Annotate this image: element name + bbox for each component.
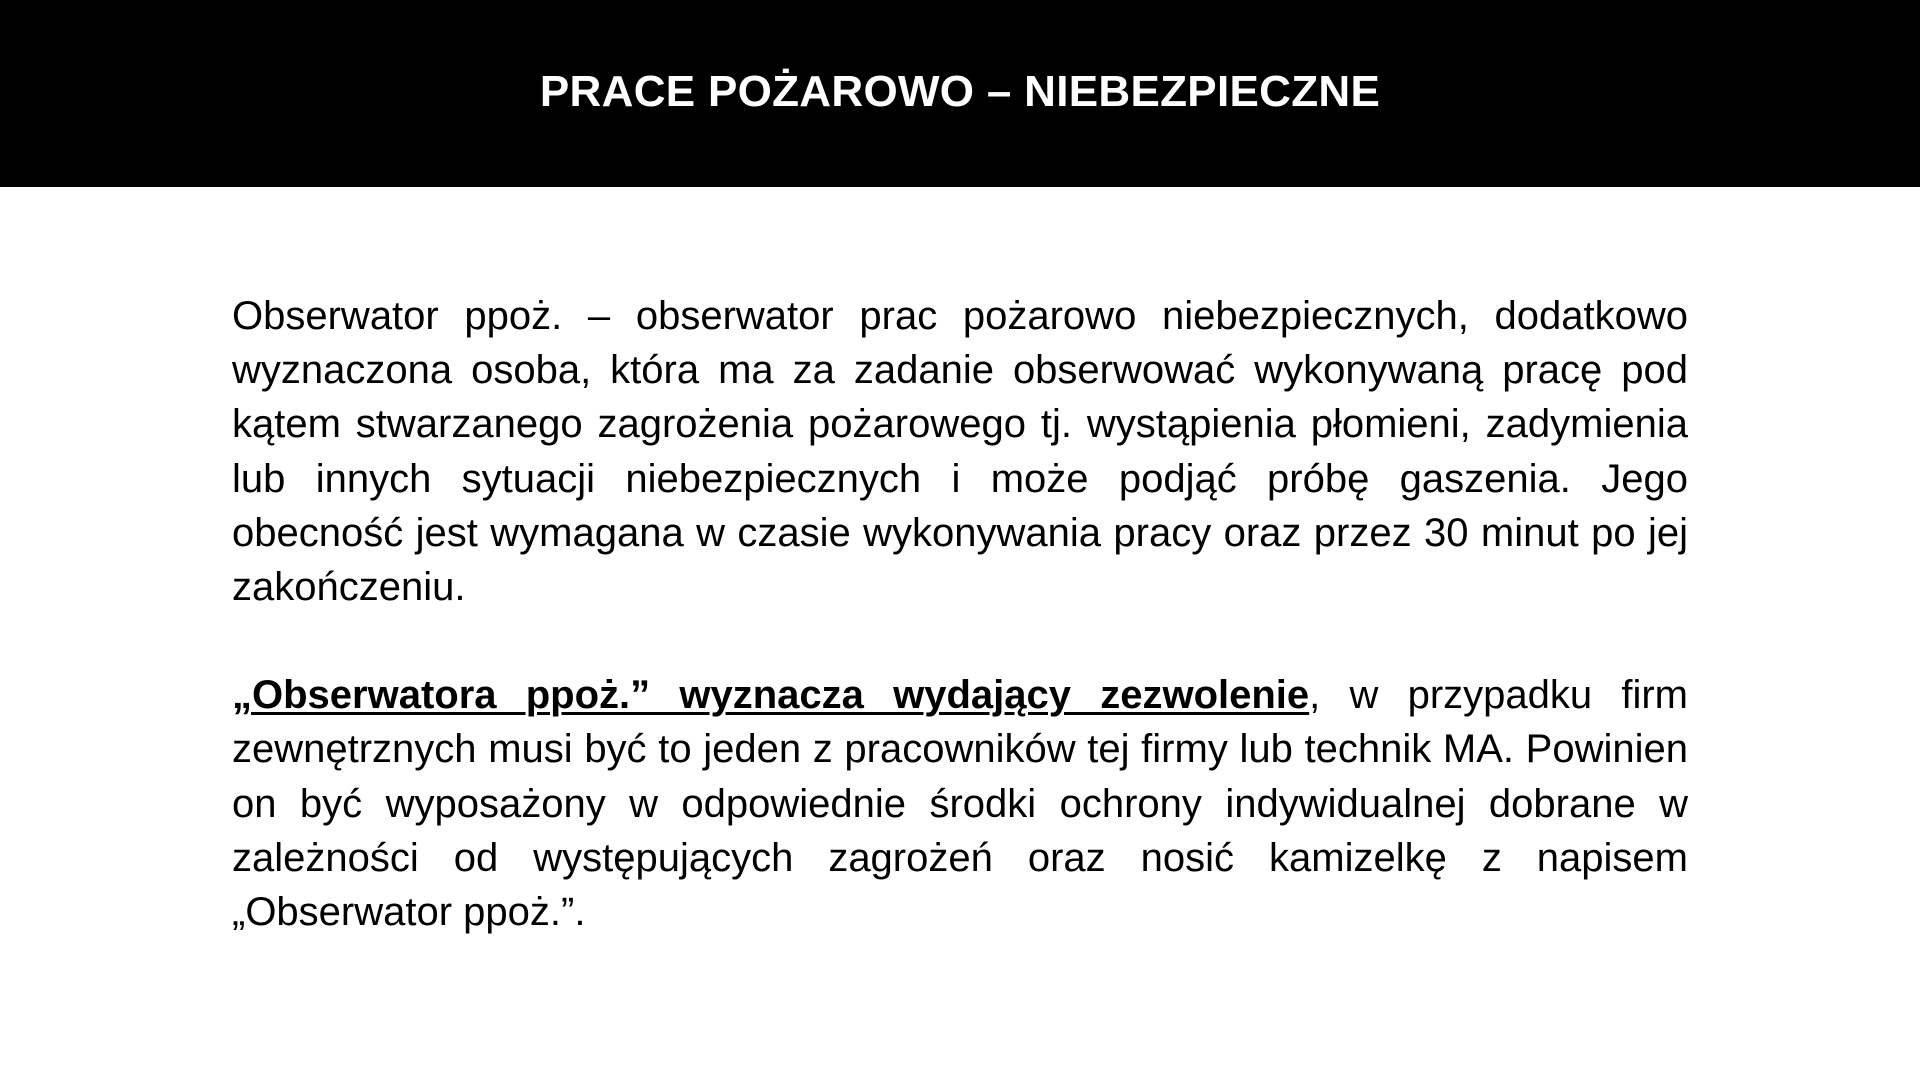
emphasized-assignment-text: „Obserwatora ppoż.” wyznacza wydający zezwolenie — [232, 673, 1310, 718]
paragraph-observer-definition: Obserwator ppoż. – obserwator prac pożarowo niebezpiecznych, dodatkowo wyznaczona osoba, która ma za zadanie obserwować wykonywaną pracę pod kątem stwarzanego zagrożenia pożarowego tj. wystąpienia płomieni, zadymienia lub innych sytuacji niebezpiecznych i może podjąć próbę gaszenia. Jego obecność jest wymagana w czasie wykonywania pracy oraz przez 30 minut po jej zakończeniu. — [232, 294, 1688, 610]
assignment-details-text: , w przypadku firm zewnętrznych musi być to jeden z pracowników tej firmy lub technik MA. Powinien on być wyposażony w odpowiednie środki ochrony indywidualnej dobrane w zależności od występujących zagrożeń oraz nosić kamizelkę z napisem „Obserwator ppoż.”. — [232, 673, 1689, 935]
paragraph-observer-assignment — [232, 668, 1688, 939]
slide-title: PRACE POŻAROWO – NIEBEZPIECZNE — [539, 67, 1381, 116]
slide-body — [232, 289, 1688, 939]
